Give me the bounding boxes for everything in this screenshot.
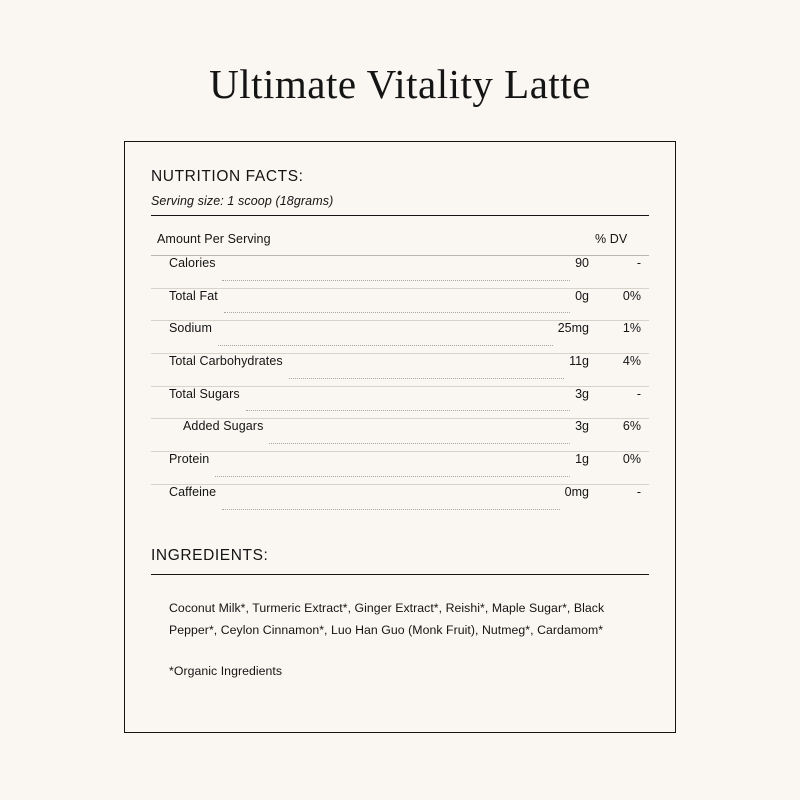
leader-dots: [215, 476, 570, 477]
nutrition-row-total-carbohydrates: [151, 354, 649, 386]
nutrient-value: 1g: [575, 452, 589, 467]
ingredients-list: Coconut Milk*, Turmeric Extract*, Ginger Extract*, Reishi*, Maple Sugar*, Black Pepper*, Ceylon Cinnamon*, Luo Han Guo (Monk Fruit), Nutmeg*, Cardamom*: [169, 600, 605, 638]
table-row: [151, 256, 649, 288]
table-row: [151, 452, 649, 484]
nutrient-name: Sodium: [169, 321, 212, 336]
nutrient-name: Total Sugars: [169, 386, 240, 401]
nutrient-name: Calories: [169, 256, 216, 270]
daily-value-label: % DV: [595, 232, 628, 246]
leader-dots: [218, 345, 553, 346]
amount-per-serving-label: Amount Per Serving: [157, 232, 271, 246]
nutrient-value: 90: [575, 256, 589, 270]
nutrient-dv: 6%: [622, 419, 641, 434]
nutrient-dv: 4%: [622, 354, 641, 369]
nutrition-panel: [124, 141, 676, 733]
leader-dots: [224, 312, 570, 313]
table-row: [151, 289, 649, 321]
table-row: [151, 354, 649, 386]
nutrient-dv: -: [636, 484, 641, 499]
nutrient-value: 0g: [575, 288, 589, 303]
nutrient-value: 0mg: [564, 484, 589, 499]
nutrient-name: Added Sugars: [183, 419, 264, 434]
nutrition-row-caffeine: [151, 485, 649, 517]
table-row: [151, 321, 649, 353]
nutrition-row-total-fat: [151, 289, 649, 321]
nutrient-value: 11g: [569, 354, 589, 369]
table-row: [151, 387, 649, 419]
nutrient-value: 3g: [575, 386, 589, 401]
serving-size: Serving size: 1 scoop (18grams): [151, 194, 334, 208]
nutrition-row-sodium: [151, 321, 649, 353]
nutrition-table-body: [151, 256, 649, 517]
nutrient-name: Total Fat: [169, 288, 218, 303]
table-row: [151, 485, 649, 517]
leader-dots: [222, 509, 560, 510]
nutrient-value: 25mg: [557, 321, 589, 336]
leader-dots: [289, 378, 564, 379]
nutrient-dv: 1%: [622, 321, 641, 336]
leader-dots: [222, 280, 570, 281]
ingredients-divider: [151, 574, 649, 575]
page-title: Ultimate Vitality Latte: [209, 61, 591, 107]
nutrition-table: [151, 256, 649, 517]
amount-per-serving-row: [151, 216, 649, 255]
leader-dots: [246, 410, 570, 411]
nutrient-value: 3g: [575, 419, 589, 434]
leader-dots: [269, 443, 570, 444]
nutrition-row-protein: [151, 452, 649, 484]
nutrient-dv: -: [636, 256, 641, 270]
ingredients-heading: INGREDIENTS:: [151, 546, 269, 564]
nutrient-dv: 0%: [622, 288, 641, 303]
nutrition-row-total-sugars: [151, 387, 649, 419]
nutrient-name: Protein: [169, 452, 210, 467]
nutrient-dv: 0%: [622, 452, 641, 467]
nutrient-name: Caffeine: [169, 484, 217, 499]
nutrition-row-calories: [151, 256, 649, 288]
nutrition-row-added-sugars: [151, 419, 649, 451]
organic-note: *Organic Ingredients: [169, 663, 283, 678]
nutrient-name: Total Carbohydrates: [169, 354, 283, 369]
nutrient-dv: -: [636, 386, 641, 401]
nutrition-facts-heading: NUTRITION FACTS:: [151, 168, 304, 185]
table-row: [151, 419, 649, 451]
